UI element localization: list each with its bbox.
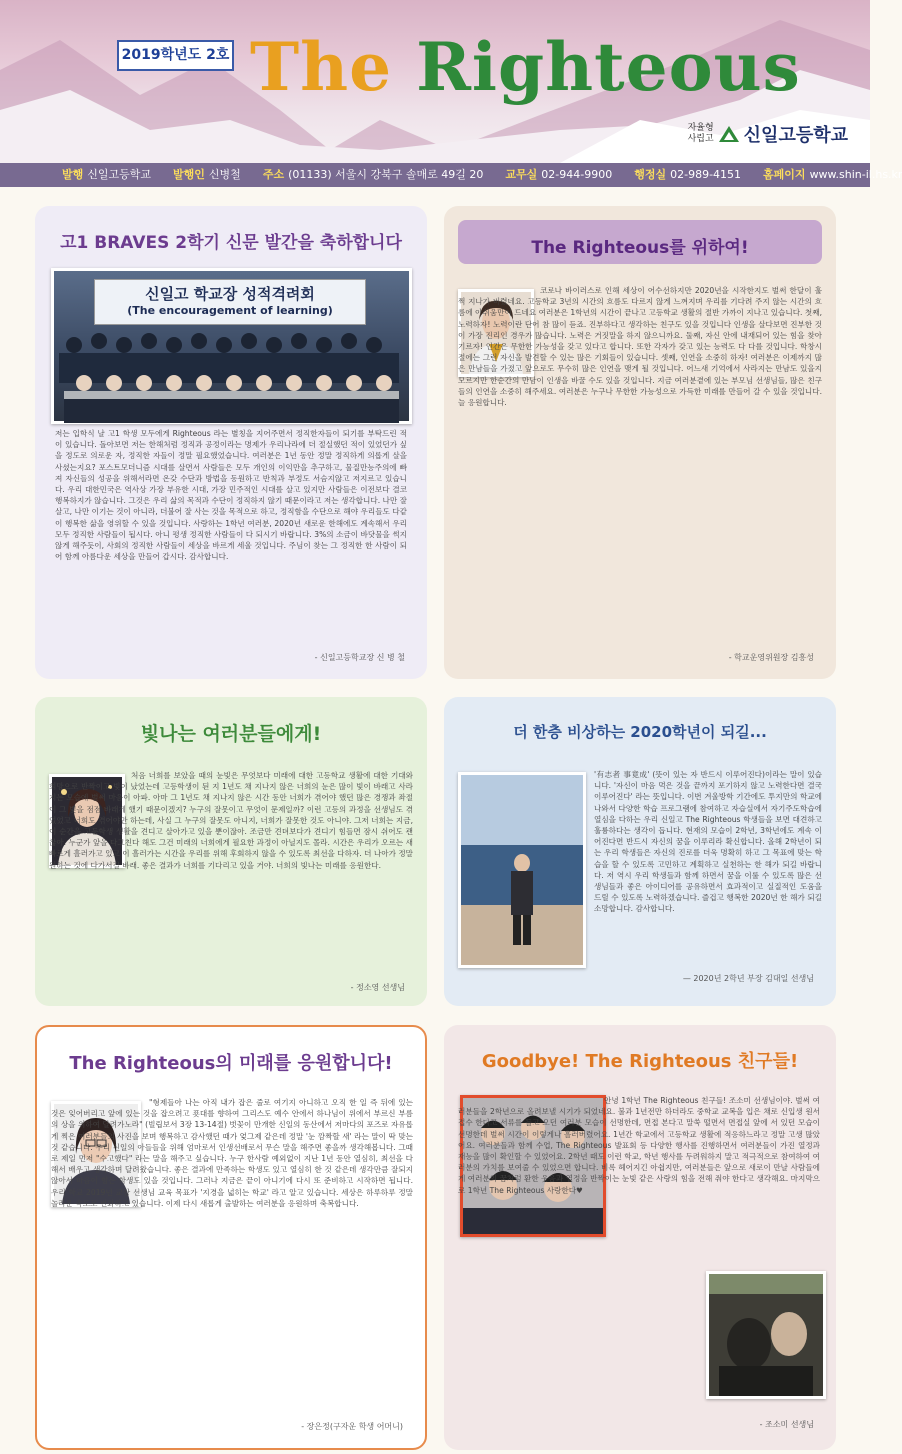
article-title: 더 한층 비상하는 2020학년이 되길... (513, 723, 767, 741)
masthead-title (250, 28, 801, 106)
masthead-header (0, 0, 870, 163)
article-teacher-kim (444, 697, 836, 1006)
admin-label: 행정실 (634, 168, 667, 181)
article-body: 코로나 바이러스로 인해 세상이 어수선하지만 2020년을 시작한지도 벌써 한달이 훌쩍 지나가 버렸네요. 고등학교 3년의 시간의 흐름도 다르지 않게 느껴지며 우리를 기다려 주지 않는 시간의 흐름에 아쉬움만이 드네요 여러분은 1학년의 시간이 끝나고 고등학교 생활의 절반 가까이 지나고 있습니다. 첫째, 노력하자! 노력이란 단어 참 많이 듣죠. 진부하다고 생각하는 친구도 있을 것입니다 인생을 살다보면 진부한 것이 가장 진리인 경우가 많습니다. 노력은 거짓말을 하지 않으니까요. 둘째, 자신 안에 내재되어 있는 힘을 찾아 기르자! 인간은 무한한 가능성을 갖고 있다고 합니다. 또한 각자가 갖고 있는 능력도 다 다를 것입니다. 학창시절에는 그런 자신을 발견할 수 있는 많은 기회들이 있습니다. 셋째, 인연을 소중히 하자! 여러분은 이제까지 많은 만남들을 가졌고 앞으로도 무수히 많은 인연을 맺게 될 것입니다. 어느새 기억에서 사라지는 만남도 있을지 모르지만 한순간의 만남이 인생을 바꿀 수도 있을 것입니다. 지금 여러분곁에 있는 부모님 선생님들, 많은 친구들의 인연을 소중히 해주세요. 여러분은 누구나 무한한 가능성으로 가득한 미래를 만들어 갈 수 있을 것입니다. 늘 응원합니다. (458, 286, 822, 408)
classroom-scene (709, 1274, 823, 1396)
beach-photo (458, 772, 586, 968)
address-label: 주소 (262, 168, 285, 181)
students-figures (54, 323, 409, 423)
masthead-righteous: Righteous (416, 28, 801, 106)
article-body: 안녕 1학년 The Righteous 친구들! 조소미 선생님이야. 벌써 여러분들을 2학년으로 올려보낼 시기가 되었네요. 불과 1년전만 하더라도 중학교 교복을 입은 채로 신입생 원서접수 한다고 서류를 들고 오던 여러분 모습이 선명한데, 면접 본다고 말쑥 떨면서 면접실 앞에 서 있던 모습이 선명한데 벌써 시간이 이렇게나 흘러버렸어요. 1년간 학교에서 고등학교 생활에 적응하느라고 정말 고생 많았어요. 여러분들과 함께 수업, The Righteous 발표회 등 다양한 행사를 진행하면서 여러분들이 가진 열정과 재능을 많이 확인할 수 있었어요. 2학년 때도 이런 학교, 학년 행사를 두려워하지 말고 적극적으로 참여하여 여러분의 가치를 보여줄 수 있었으면 합니다. 비록 헤어지긴 아쉽지만, 여러분들은 앞으로 새로이 만날 사람들에게 여러분의 꿈처럼 환한 웃음과 열정을 반짝이는 눈빛 같은 사랑의 힘을 전해 줘야 한다고 생각해요. 마지막으로 1학년 The Righteous 사랑한다♥ (458, 1096, 820, 1195)
article-title: The Righteous를 위하여! (531, 238, 749, 258)
article-body: 처음 너희를 보았을 때의 눈빛은 무엇보다 미래에 대한 고등학교 생활에 대한 기대와 희망으로 반짝이고 빛이 났었는데 고등학생이 된 지 1년도 채 지나지 않은 너희의 눈은 많이 빛이 바래고 사라지는 모습에 벌써 마음이 아파. 아마 그 1년도 채 지나지 않은 시간 동안 너희가 겪어야 했던 많은 경쟁과 좌절이 그 빛을 점점 바래게 했기 때문이겠지? 누구의 잘못이고 무엇이 문제일까? 이런 고등의 과정을 선생님도 겪었었고 너희도 겪어야만 하는데, 사실 그 누구의 잘못도 아니지, 너희가 잘못한 것도 아니야. 그저 너희는 지금, 이 순간을 고등학생 생활을 견디고 살아가고 있을 뿐이잖아. 조금만 견뎌보다가 견디기 힘들면 잠시 쉬어도 괜찮아. 누군가 앞을 다그친다 해도 그건 미래의 너희에게 필요한 과정이 아닐지도 몰라. 시간은 우리가 오르는 새 빠르게 흘러가고 있고 이 흘러가는 시간을 우리를 위해 후회하지 않을 수 있도록 최선을 다하자. 더 나아가 정말 원하는 것에 다가서길 바래. 좋은 결과가 너희를 기다리고 있을 거야. 너희의 빛나는 미래를 응원한다. (49, 771, 413, 870)
article-principal (35, 206, 427, 679)
article-signature: - 학교운영위원장 김흥성 (728, 653, 814, 662)
article-title: The Righteous의 미래를 응원합니다! (69, 1053, 393, 1074)
article-body: "형제들아 나는 아직 내가 잡은 줄로 여기지 아니하고 오직 한 일 즉 뒤에 있는 것은 잊어버리고 앞에 있는 것을 잡으려고 푯대를 향하여 그리스도 예수 안에서 하나님이 위에서 부르신 부름의 상을 위하여 달려가노라" (빌립보서 3장 13-14절) 벗꽃이 만개한 신일의 동산에서 저마다의 포즈로 자유롭게 찍은 여러분들의 사진을 보며 행복하고 감사했던 때가 엊그제 같은데 정말 '눈 깜짝할 새' 라는 말이 딱 맞는 것 같습니다. 우리 신일의 아들들을 위해 엄마로서 인생선배로서 무슨 말을 해주면 좋을까 생각해봅니다. 그때로 제일 먼저 "수고했다" 라는 말을 해주고 싶습니다. 누구 한사람 예외없이 지난 1년 동안 열심히, 최선을 다해서 배우고 생각하며 달려왔습니다. 좋은 결과에 만족하는 학생도 있고 열심히 한 것 같은데 생각만큼 잘되지 않아서 마음이 힘든 학생도 있을 것입니다. 그러나 지금은 끝이 아니기에 다시 또 준비하고 시작하면 됩니다. 우리 학교 2019년 교장 선생님 교육 목표가 '지경을 넓히는 학교' 라고 알고 있습니다. 세상은 하루하루 정말 놀라운 속도로 변화하고 있습니다. 이제 다시 새롭게 출발하는 여러분을 응원하며 축복합니다. (51, 1098, 413, 1208)
article-title: Goodbye! The Righteous 친구들! (481, 1051, 799, 1072)
school-type-tag: 자율형 사립고 (687, 123, 714, 144)
issuer-label: 발행인 (173, 168, 205, 181)
article-signature: - 신일고등학교장 신 병 철 (314, 653, 405, 662)
school-emblem-icon (718, 125, 740, 143)
masthead-the: The (250, 28, 393, 106)
banner-line2: (The encouragement of learning) (127, 304, 333, 317)
article-parent (35, 1025, 427, 1450)
issuer-value: 신병철 (208, 168, 241, 181)
banner-line1: 신일고 학교장 성적격려회 (145, 285, 315, 303)
beach-scene (461, 775, 583, 965)
article-signature: - 정소영 선생님 (350, 983, 405, 992)
article-signature: - 조소미 선생님 (759, 1420, 814, 1429)
article-committee (444, 206, 836, 679)
article-teacher-jo (444, 1025, 836, 1450)
article-body: '有志者 事竟成' (뜻이 있는 자 반드시 이루어진다)이라는 말이 있습니다. '자신이 마음 먹은 것을 끝까지 포기하지 않고 노력한다면 결국 이루어진다' 라는 뜻입니다. 이번 겨울방학 기간에도 투지만의 학교에 나와서 다양한 학습 프로그램에 참여하고 자습실에서 자기주도학습에 열심을 다하는 우리 신일고 The Righteous 학생들을 보면 대견하고 훌륭하다는 생각이 듭니다. 현재의 모습이 2학년, 3학년에도 계속 이어진다면 반드시 자신의 꿈을 이루리라 확신합니다. 올해 2학년이 되는 우리 학생들은 자신의 진로를 더욱 명확히 하고 그 목표에 맞는 학습을 할 수 있도록 고민하고 계획하고 실천하는 한 해가 되길 바랍니다. 저 역시 우리 학생들과 함께 하면서 꿈을 이룰 수 있도록 많은 선생님들과 좋은 아이디어를 공유하면서 효과적이고 실질적인 도움을 드릴 수 있도록 노력하겠습니다. 즐겁고 행복한 2020년 한 해가 되길 소망합니다. 감사합니다. (594, 770, 822, 914)
info-bar (0, 163, 902, 187)
issue-badge: 2019학년도 2호 (117, 40, 234, 71)
group-photo (51, 268, 412, 424)
school-logo (686, 121, 848, 147)
article-title: 고1 BRAVES 2학기 신문 발간을 축하합니다 (60, 233, 402, 253)
homepage-label: 홈페이지 (763, 168, 806, 181)
article-title: 빛나는 여러분들에게! (140, 723, 322, 745)
homepage-link[interactable]: www.shin-il.hs.kr (809, 168, 902, 181)
article-body: 저는 입학식 날 고1 학생 모두에게 Righteous 라는 별칭을 지어주면서 정직한자들이 되기를 부탁드린 적이 있습니다. 돌아보면 저는 한해처럼 정직과 공정이라는 명제가 우리나라에 더 절실했던 적이 있었던가 싶을 정도로 의로운 자, 정직한 자들이 정말 필요했었습니다. 여러분은 1년 동안 정말 정직하게 의롭게 살을 사셨는지요? 포스트모더니즘 시대를 살면서 사람들은 모두 개인의 이익만을 추구하고, 물질만능주의에 빠져 자신들의 성공을 위해서라면 온갖 수단과 방법을 동원하고 반칙과 부정도 서슴지않고 저지르고 있습니다. 우리 대한민국은 역사상 가장 부유한 시대, 가장 민주적인 시대를 살고 있지만 사람들은 이전보다 결코 행복하지가 않습니다. 그것은 우리 삶의 목적과 수단이 정직하지 않기 때문이라고 저는 생각합니다. 나만 잘 살고, 나만 이기는 것이 아니라, 더불어 잘 사는 것을 목적으로 하고, 정직함을 수단으로 해야 우리들도 다같이 행복한 삶을 영위할 수 있을 것입니다. 사랑하는 1학년 여러분, 2020년 새로운 한해에도 계속해서 우리 모두 정직한 사람들이 됩시다. 아니 평생 정직한 사람들이 다 되시기 바랍니다. 3%의 소금이 바닷물을 썩지않게 해주듯이, 사회의 정직한 사람들이 세상을 바르게 세울 것입니다. 주님이 찾는 그 정직한 한 사람이 되어 함께 아름다운 세상을 만들어 갑시다. 감사합니다. (55, 429, 407, 562)
school-name: 신일고등학교 (743, 125, 848, 146)
article-signature: — 2020년 2학년 부장 김대일 선생님 (682, 974, 814, 983)
article-teacher-jung (35, 697, 427, 1006)
photo-banner (94, 279, 366, 325)
office-value: 02-944-9900 (541, 168, 613, 181)
article-signature: - 장은정(구자운 학생 어머니) (301, 1422, 403, 1431)
office-label: 교무실 (505, 168, 538, 181)
publisher-value: 신일고등학교 (87, 168, 152, 181)
publisher-label: 발행 (62, 168, 84, 181)
admin-value: 02-989-4151 (670, 168, 742, 181)
address-value: (01133) 서울시 강북구 솔매로 49길 20 (288, 168, 484, 181)
classroom-photo (706, 1271, 826, 1399)
